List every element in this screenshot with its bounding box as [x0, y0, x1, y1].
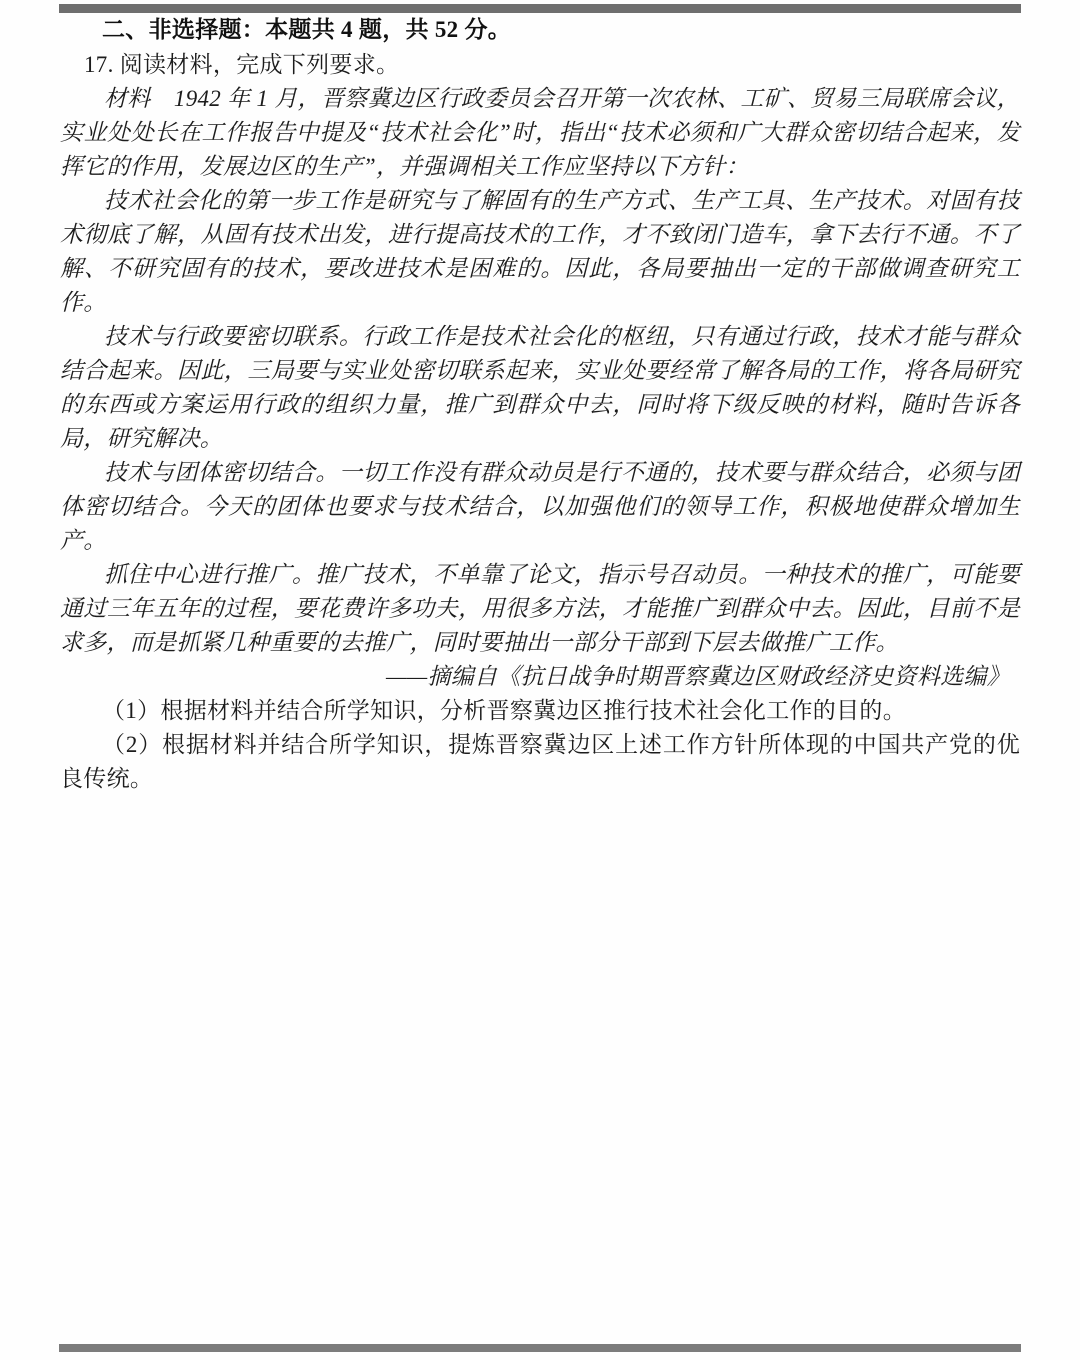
- question-block: [60, 12, 1020, 796]
- material-paragraph: 抓住中心进行推广。推广技术，不单靠了论文，指示号召动员。一种技术的推广，可能要通过三年五年的过程，要花费许多功夫，用很多方法，才能推广到群众中去。因此，目前不是求多，而是抓紧几种重要的去推广，同时要抽出一部分干部到下层去做推广工作。: [60, 562, 1020, 655]
- bottom-rule: [59, 1344, 1021, 1352]
- sub-question-1: （1）根据材料并结合所学知识，分析晋察冀边区推行技术社会化工作的目的。: [102, 698, 906, 723]
- material-source: ——摘编自《抗日战争时期晋察冀边区财政经济史资料选编》: [385, 664, 1010, 689]
- material-paragraph: 材料 1942 年 1 月，晋察冀边区行政委员会召开第一次农林、工矿、贸易三局联席会议，实业处处长在工作报告中提及“技术社会化”时，指出“技术必须和广大群众密切结合起来，发挥它的作用，发展边区的生产”，并强调相关工作应坚持以下方针：: [60, 86, 1020, 179]
- material-paragraph: 技术社会化的第一步工作是研究与了解固有的生产方式、生产工具、生产技术。对固有技术彻底了解，从固有技术出发，进行提高技术的工作，才不致闭门造车，拿下去行不通。不了解、不研究固有的技术，要改进技术是困难的。因此，各局要抽出一定的干部做调查研究工作。: [60, 188, 1020, 315]
- material-paragraph: 技术与团体密切结合。一切工作没有群众动员是行不通的，技术要与群众结合，必须与团体密切结合。今天的团体也要求与技术结合，以加强他们的领导工作，积极地使群众增加生产。: [60, 460, 1020, 553]
- section-heading: 二、非选择题：本题共 4 题，共 52 分。: [102, 17, 512, 42]
- sub-question-2: （2）根据材料并结合所学知识，提炼晋察冀边区上述工作方针所体现的中国共产党的优良传统。: [60, 732, 1020, 791]
- material-paragraph: 技术与行政要密切联系。行政工作是技术社会化的枢纽，只有通过行政，技术才能与群众结合起来。因此，三局要与实业处密切联系起来，实业处要经常了解各局的工作，将各局研究的东西或方案运用行政的组织力量，推广到群众中去，同时将下级反映的材料，随时告诉各局，研究解决。: [60, 324, 1020, 451]
- question-17-intro: 17. 阅读材料，完成下列要求。: [84, 52, 400, 77]
